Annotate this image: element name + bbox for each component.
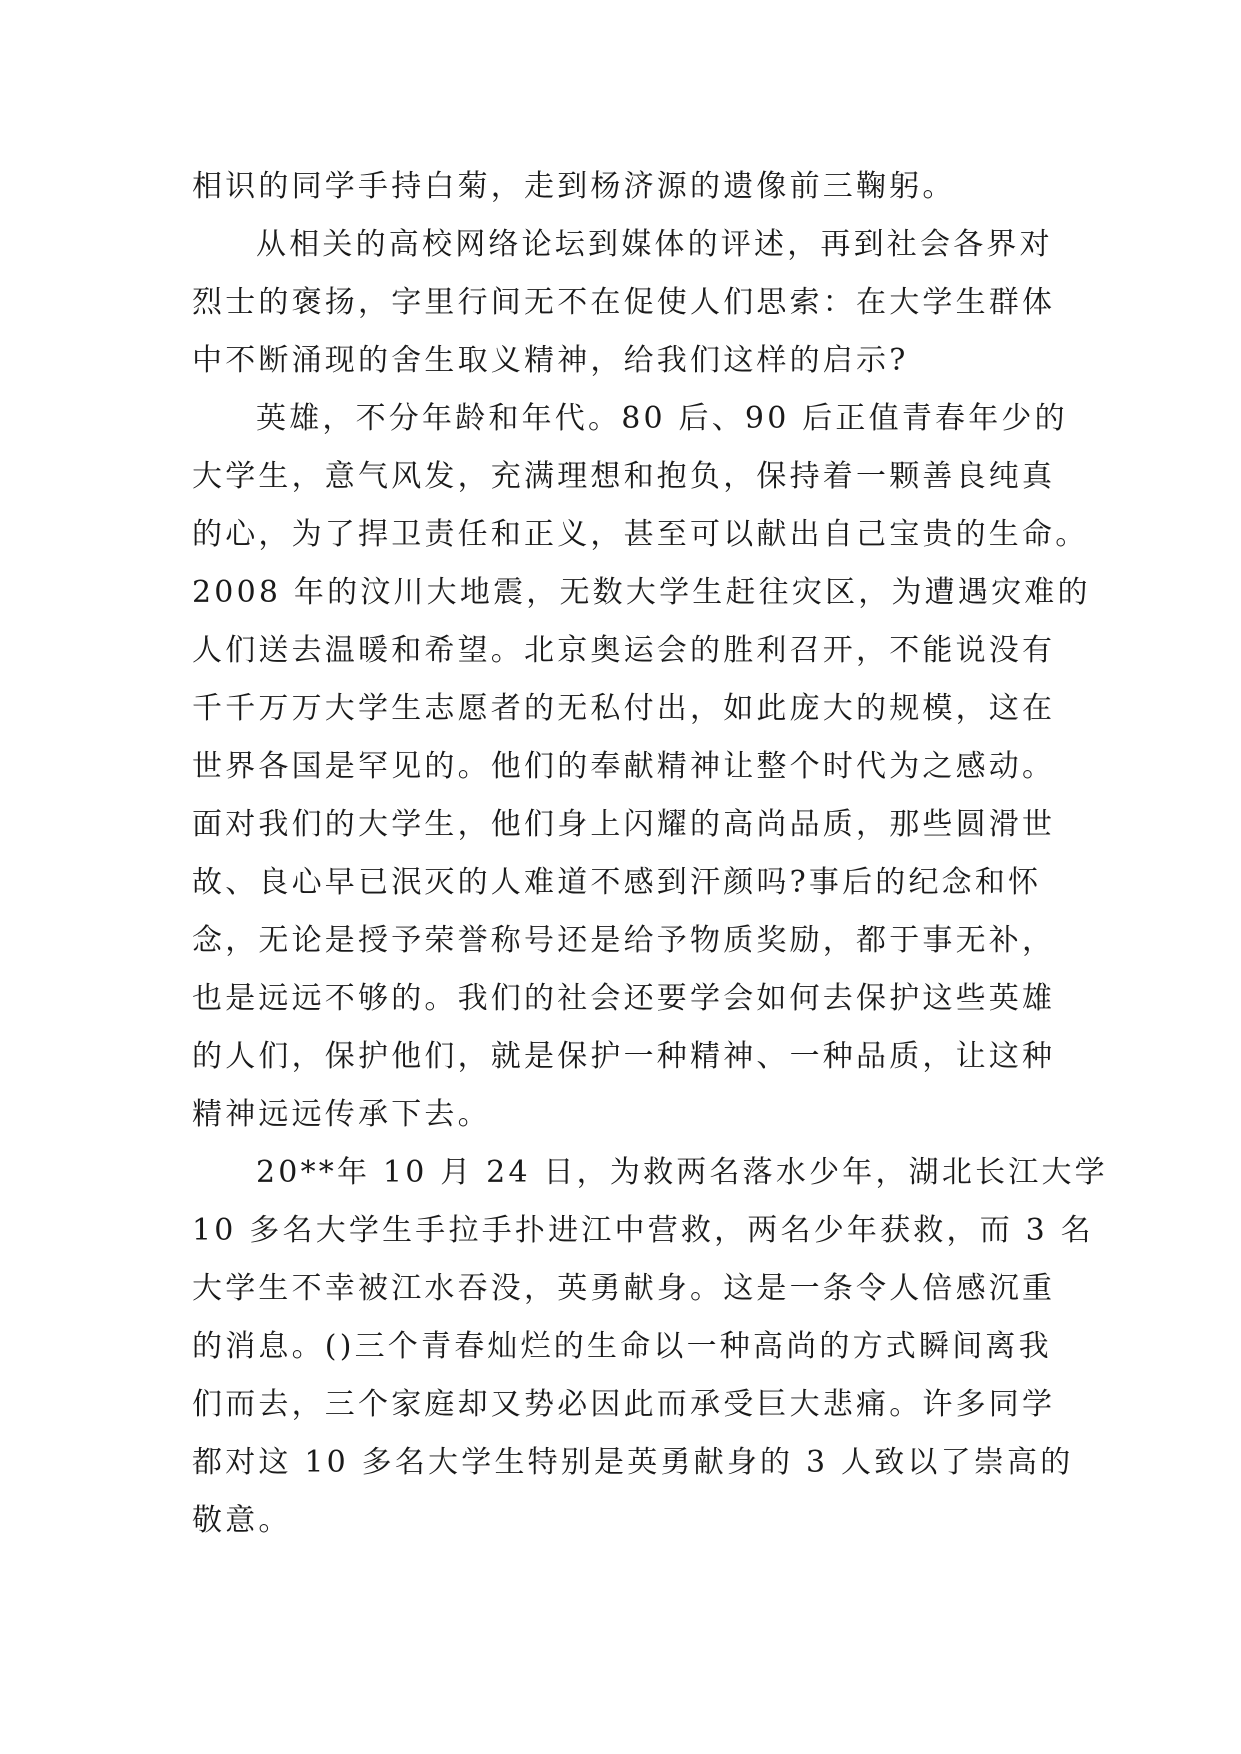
text-line: 英雄，不分年龄和年代。80 后、90 后正值青春年少的: [256, 401, 1068, 436]
text-line: 的消息。()三个青春灿烂的生命以一种高尚的方式瞬间离我: [192, 1329, 1052, 1364]
text-line: 千千万万大学生志愿者的无私付出，如此庞大的规模，这在: [192, 691, 1056, 726]
text-line: 们而去，三个家庭却又势必因此而承受巨大悲痛。许多同学: [192, 1387, 1056, 1422]
text-line: 念，无论是授予荣誉称号还是给予物质奖励，都于事无补，: [192, 923, 1056, 958]
text-line: 20**年 10 月 24 日，为救两名落水少年，湖北长江大学: [256, 1155, 1108, 1190]
text-line: 10 多名大学生手拉手扑进江中营救，两名少年获救，而 3 名: [192, 1213, 1094, 1248]
text-line: 中不断涌现的舍生取义精神，给我们这样的启示?: [192, 343, 909, 378]
text-line: 敬意。: [192, 1503, 292, 1538]
text-line: 精神远远传承下去。: [192, 1097, 491, 1132]
text-line: 大学生不幸被江水吞没，英勇献身。这是一条令人倍感沉重: [192, 1271, 1056, 1306]
text-line: 也是远远不够的。我们的社会还要学会如何去保护这些英雄: [192, 981, 1056, 1016]
text-line: 都对这 10 多名大学生特别是英勇献身的 3 人致以了崇高的: [192, 1445, 1074, 1480]
text-line: 大学生，意气风发，充满理想和抱负，保持着一颗善良纯真: [192, 459, 1056, 494]
text-line: 从相关的高校网络论坛到媒体的评述，再到社会各界对: [256, 227, 1053, 262]
text-line: 相识的同学手持白菊，走到杨济源的遗像前三鞠躬。: [192, 169, 956, 204]
text-line: 烈士的褒扬，字里行间无不在促使人们思索：在大学生群体: [192, 285, 1056, 320]
text-line: 世界各国是罕见的。他们的奉献精神让整个时代为之感动。: [192, 749, 1056, 784]
text-line: 的心，为了捍卫责任和正义，甚至可以献出自己宝贵的生命。: [192, 517, 1089, 552]
text-line: 的人们，保护他们，就是保护一种精神、一种品质，让这种: [192, 1039, 1056, 1074]
text-line: 人们送去温暖和希望。北京奥运会的胜利召开，不能说没有: [192, 633, 1056, 668]
text-line: 面对我们的大学生，他们身上闪耀的高尚品质，那些圆滑世: [192, 807, 1056, 842]
text-line: 故、良心早已泯灭的人难道不感到汗颜吗?事后的纪念和怀: [192, 865, 1042, 900]
document-body: [192, 158, 1108, 1550]
text-line: 2008 年的汶川大地震，无数大学生赶往灾区，为遭遇灾难的: [192, 575, 1091, 610]
